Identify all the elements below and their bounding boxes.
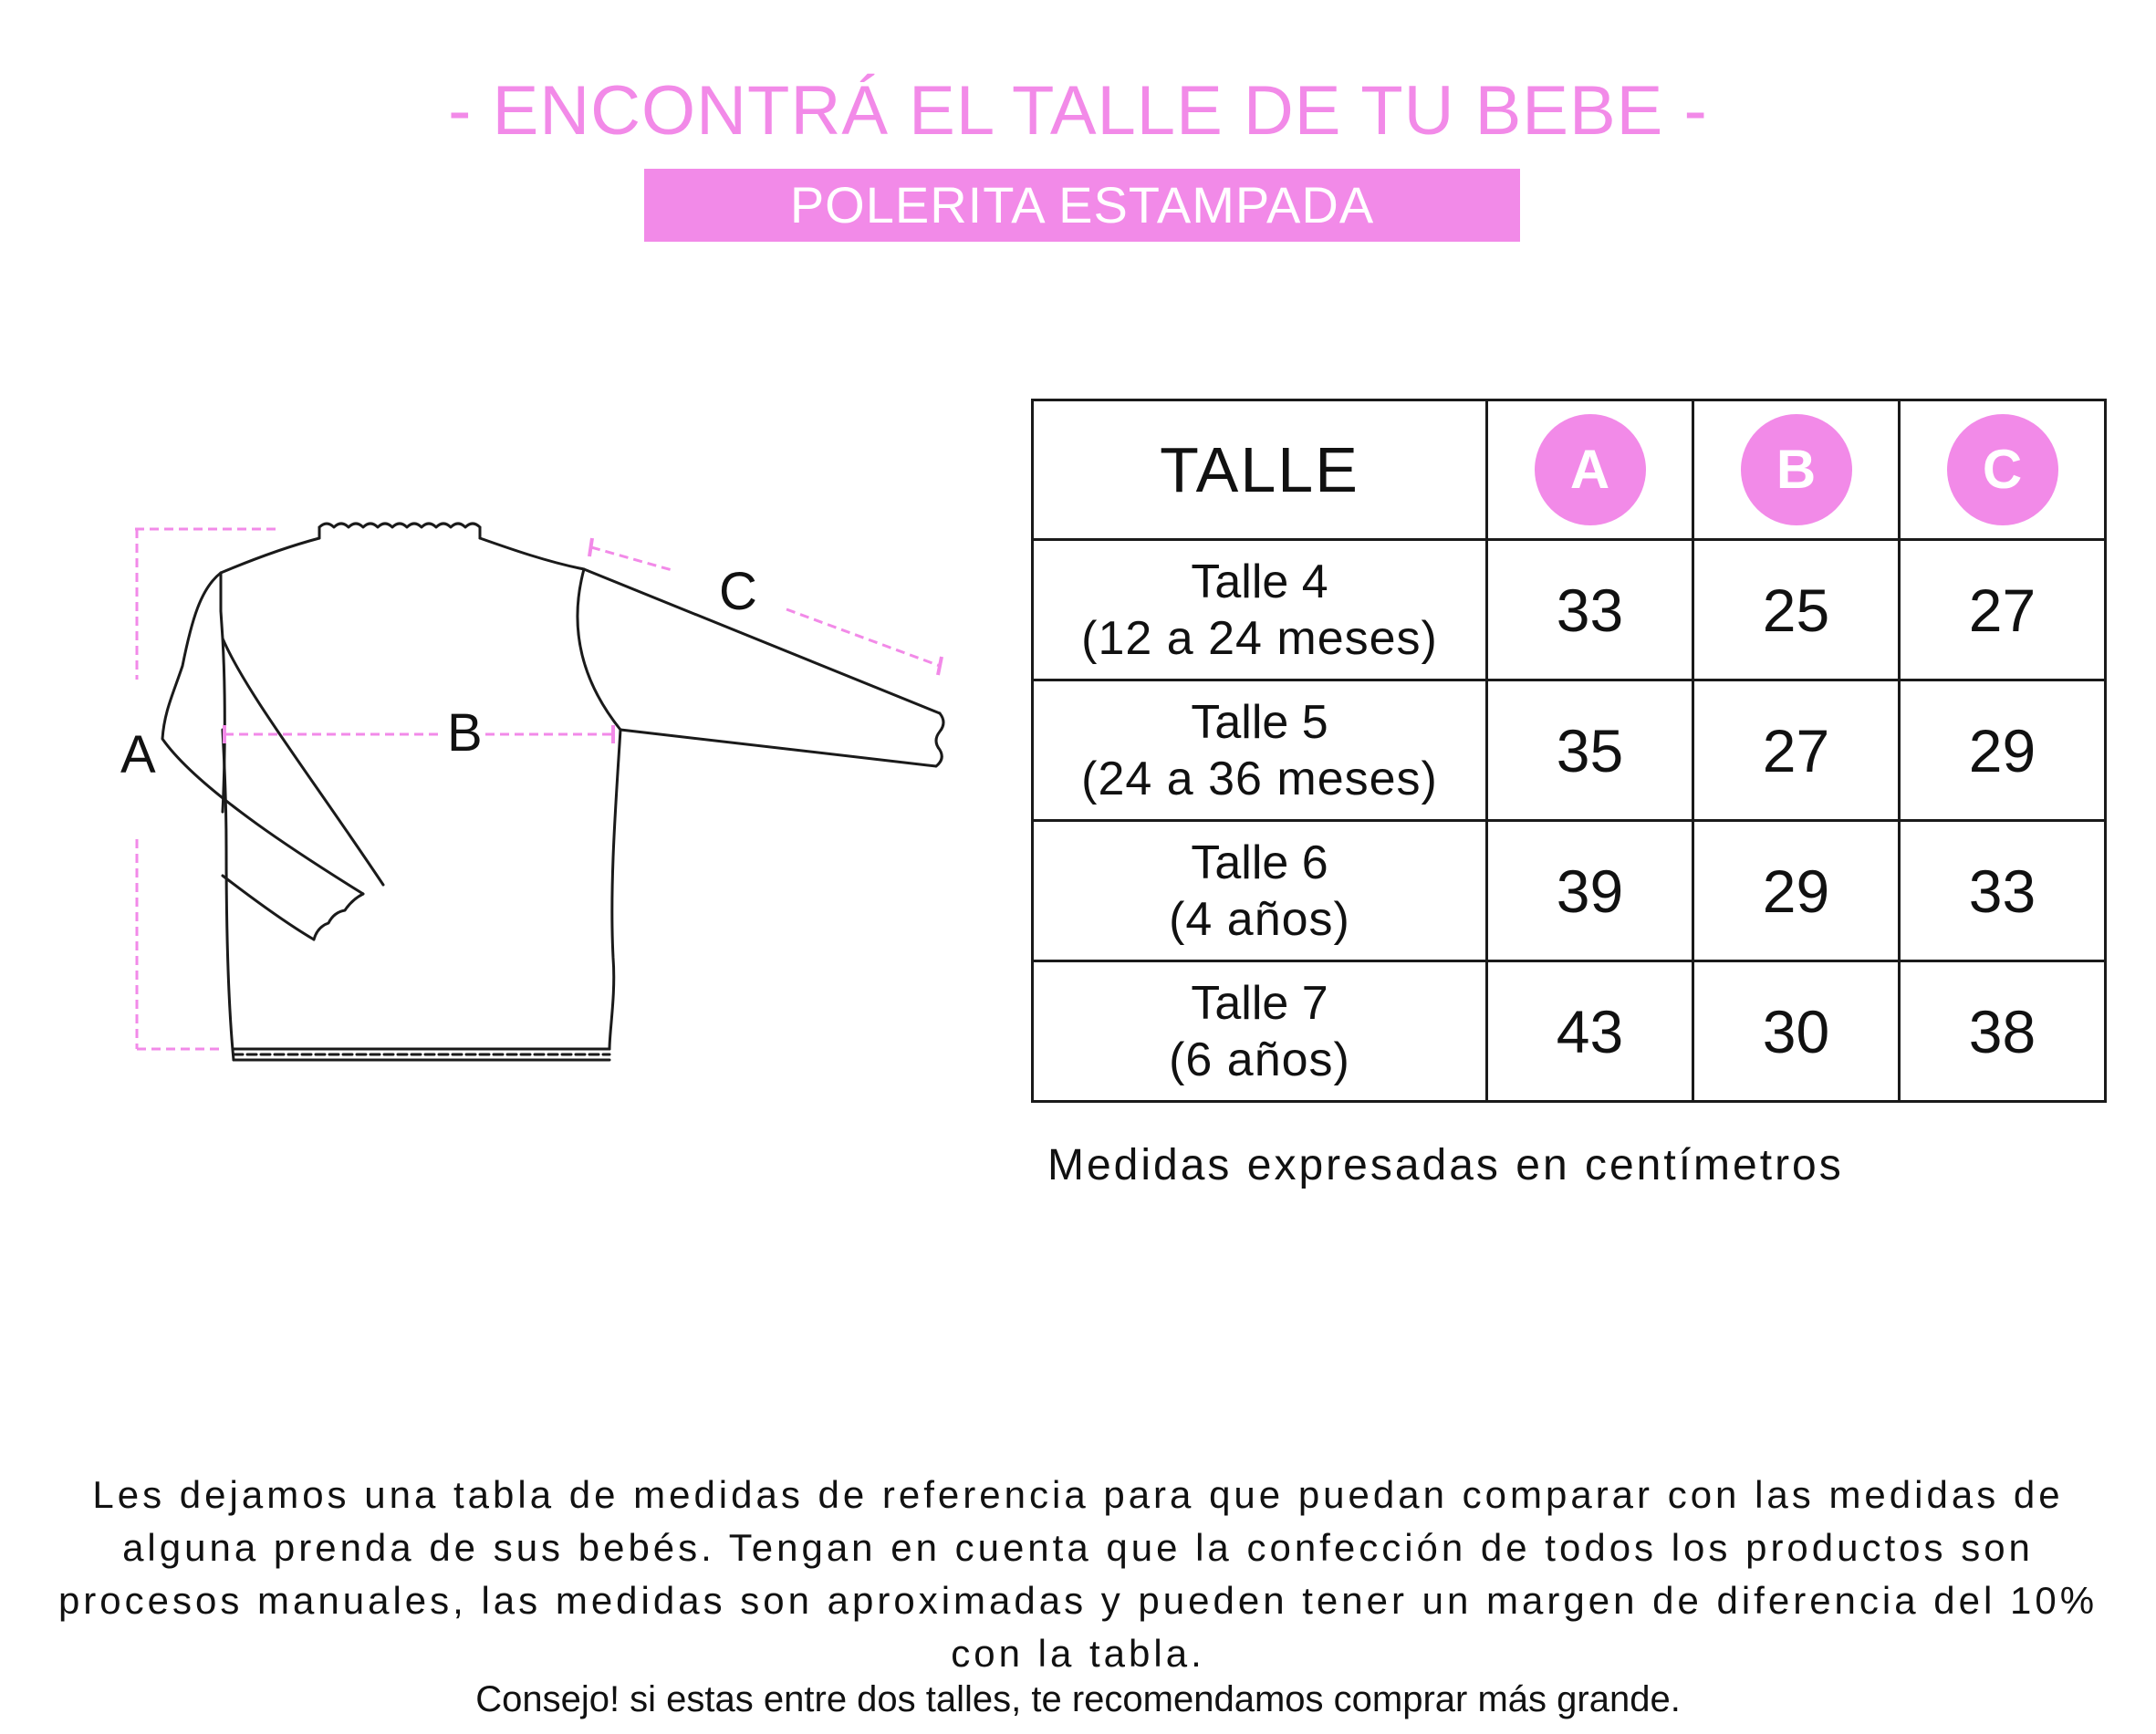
measure-c-upper <box>591 547 675 571</box>
value-c <box>1900 821 2106 961</box>
value-c-text: 27 <box>1968 576 2036 644</box>
table-row <box>1033 961 2106 1102</box>
value-c-text: 29 <box>1968 716 2036 784</box>
size-cell <box>1033 961 1487 1102</box>
value-b <box>1693 540 1900 680</box>
size-age: (4 años) <box>1169 892 1350 946</box>
value-b <box>1693 961 1900 1102</box>
size-cell <box>1033 540 1487 680</box>
size-age: (12 a 24 meses) <box>1081 611 1438 665</box>
header-a <box>1487 400 1693 540</box>
page-title: - ENCONTRÁ EL TALLE DE TU BEBE - <box>448 72 1708 150</box>
shirt-outline-icon <box>162 524 943 1060</box>
size-age: (24 a 36 meses) <box>1081 752 1438 805</box>
table-row <box>1033 540 2106 680</box>
table-row <box>1033 680 2106 821</box>
measure-c-lower <box>786 609 940 666</box>
size-name: Talle 5 <box>1191 695 1328 749</box>
header-c <box>1900 400 2106 540</box>
collar-ruffle <box>319 524 480 527</box>
size-name: Talle 6 <box>1191 836 1328 889</box>
table-header-row <box>1033 400 2106 540</box>
header-a-badge: A <box>1535 414 1646 525</box>
label-b: B <box>447 703 483 763</box>
header-b <box>1693 400 1900 540</box>
measurement-guides <box>135 529 940 1049</box>
value-a-text: 35 <box>1556 716 1624 784</box>
tip-text: Consejo! si estas entre dos talles, te recomendamos comprar más grande. <box>475 1679 1681 1719</box>
size-name: Talle 4 <box>1191 555 1328 608</box>
header-b-badge: B <box>1741 414 1852 525</box>
header-talle-label: TALLE <box>1160 434 1359 505</box>
label-a: A <box>120 725 156 784</box>
value-b <box>1693 680 1900 821</box>
size-cell <box>1033 821 1487 961</box>
size-cell <box>1033 680 1487 821</box>
value-b <box>1693 821 1900 961</box>
value-b-text: 27 <box>1762 716 1830 784</box>
table-row <box>1033 821 2106 961</box>
value-a <box>1487 961 1693 1102</box>
size-age: (6 años) <box>1169 1033 1350 1086</box>
value-c <box>1900 540 2106 680</box>
value-a-text: 43 <box>1556 997 1624 1065</box>
garment-diagram <box>109 502 985 1085</box>
header-c-badge: C <box>1947 414 2058 525</box>
units-note: Medidas expresadas en centímetros <box>1047 1141 1844 1189</box>
value-c <box>1900 961 2106 1102</box>
product-subtitle-band <box>644 169 1520 242</box>
value-a <box>1487 540 1693 680</box>
value-b-text: 30 <box>1762 997 1830 1065</box>
value-a-text: 39 <box>1556 857 1624 925</box>
value-a-text: 33 <box>1556 576 1624 644</box>
size-table <box>1031 399 2107 1103</box>
value-c <box>1900 680 2106 821</box>
header-talle <box>1033 400 1487 540</box>
value-c-text: 38 <box>1968 997 2036 1065</box>
value-a <box>1487 821 1693 961</box>
value-b-text: 25 <box>1762 576 1830 644</box>
value-a <box>1487 680 1693 821</box>
product-subtitle: POLERITA ESTAMPADA <box>789 176 1375 234</box>
value-c-text: 33 <box>1968 857 2036 925</box>
label-c: C <box>719 562 757 621</box>
size-name: Talle 7 <box>1191 976 1328 1030</box>
disclaimer-text: Les dejamos una tabla de medidas de referencia para que puedan comparar con las medidas de alguna prenda de sus bebés. Tengan en cuenta que la confección de todos los productos son procesos manuales, las medidas son aproximadas y pueden tener un margen de diferencia del 10% con la tabla. <box>57 1473 2099 1675</box>
value-b-text: 29 <box>1762 857 1830 925</box>
